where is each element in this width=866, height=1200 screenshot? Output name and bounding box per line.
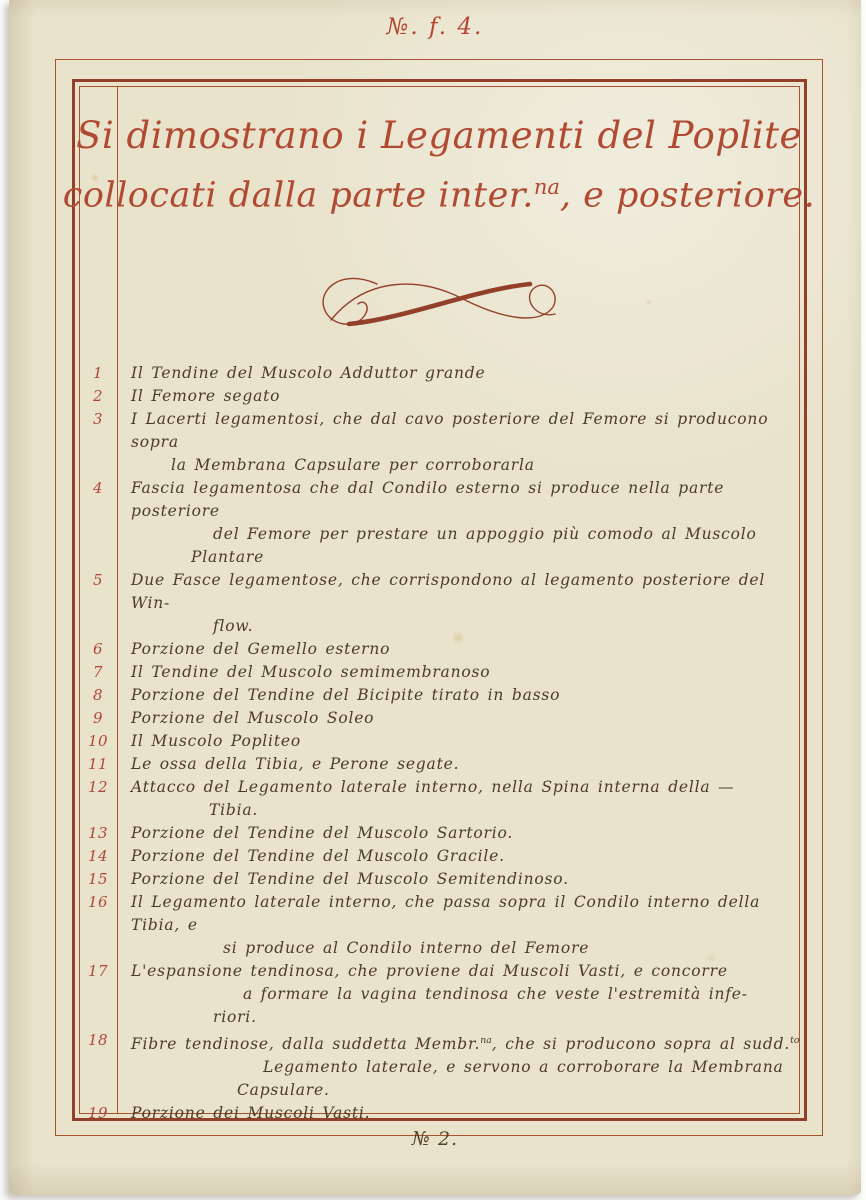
list-item (79, 707, 801, 730)
item-text: Fibre tendinose, dalla suddetta Membr.$^{na}$, che si producono sopra al sudd.$^{to}$ Legamento laterale, e servono a corroborare la Membrana Capsulare. (117, 1029, 801, 1102)
item-number: 14 (87, 847, 109, 865)
list-item (79, 408, 801, 477)
item-number: 5 (92, 571, 104, 589)
list-item (79, 684, 801, 707)
list-item (79, 362, 801, 385)
item-number: 6 (92, 640, 104, 658)
item-text: Porzione del Tendine del Bicipite tirato in basso (131, 686, 561, 704)
item-number: 7 (92, 663, 104, 681)
legend-list (79, 362, 801, 1125)
item-number: 16 (87, 893, 109, 911)
item-number: 13 (87, 824, 109, 842)
list-item (79, 569, 801, 638)
flourish-icon (55, 270, 823, 342)
list-item (79, 477, 801, 569)
page-title (55, 114, 823, 216)
item-text: Porzione del Tendine del Muscolo Sartorio. (131, 824, 514, 842)
list-item (79, 891, 801, 960)
item-number: 4 (92, 479, 104, 497)
page-title-line1: Si dimostrano i Legamenti del Poplite (76, 114, 802, 157)
item-number: 12 (87, 778, 109, 796)
item-text: Porzione del Muscolo Soleo (131, 709, 375, 727)
list-item (79, 661, 801, 684)
list-item (79, 822, 801, 845)
item-text-line-with-superscripts: Fibre tendinose, dalla suddetta Membr.$^{na}$, che si producono sopra al sudd.$^{to}$ (131, 1035, 800, 1054)
item-number: 8 (92, 686, 104, 704)
list-item (79, 1029, 801, 1102)
item-number: 17 (87, 962, 109, 980)
item-text: Il Tendine del Muscolo Adduttor grande (131, 364, 486, 382)
item-number: 15 (87, 870, 109, 888)
list-item (79, 960, 801, 1029)
manuscript-page (9, 0, 861, 1195)
item-text: Il Legamento laterale interno, che passa sopra il Condilo interno della Tibia, e si produce al Condilo interno del Femore (131, 893, 761, 957)
list-item (79, 753, 801, 776)
list-item (79, 1102, 801, 1125)
item-text: Le ossa della Tibia, e Perone segate. (131, 755, 460, 773)
item-text: I Lacerti legamentosi, che dal cavo posteriore del Femore si producono sopra la Membrana Capsulare per corroborarla (131, 410, 769, 474)
item-number: 18 (87, 1031, 109, 1049)
item-text: Porzione del Tendine del Muscolo Semitendinoso. (131, 870, 569, 888)
item-text: Attacco del Legamento laterale interno, nella Spina interna della — Tibia. (131, 778, 735, 819)
list-item (79, 638, 801, 661)
item-text: Il Tendine del Muscolo semimembranoso (131, 663, 491, 681)
item-text: Porzione del Tendine del Muscolo Gracile. (131, 847, 505, 865)
item-text: Fascia legamentosa che dal Condilo esterno si produce nella parte posteriore del Femore per prestare un appoggio più comodo al Muscolo Plantare (131, 479, 757, 566)
item-text: Il Muscolo Popliteo (131, 732, 301, 750)
item-text: Due Fasce legamentose, che corrispondono al legamento posteriore del Win- flow. (131, 571, 766, 635)
item-text: Il Femore segato (131, 387, 281, 405)
list-item (79, 868, 801, 891)
list-item (79, 845, 801, 868)
item-number: 3 (92, 410, 104, 428)
list-item (79, 385, 801, 408)
list-item (79, 730, 801, 753)
item-number: 9 (92, 709, 104, 727)
page-title-line2: collocati dalla parte inter.$^{na}$, e posteriore. (62, 175, 816, 216)
folio-number-bottom: № 2. (411, 1128, 459, 1150)
item-number: 19 (87, 1104, 109, 1123)
item-text: Porzione dei Muscoli Vasti. (131, 1104, 371, 1123)
item-text: Porzione del Gemello esterno (131, 640, 391, 658)
list-item (79, 776, 801, 822)
item-number: 2 (92, 387, 104, 405)
item-number: 10 (87, 732, 109, 750)
item-number: 11 (87, 755, 109, 773)
item-number: 1 (92, 364, 104, 382)
folio-number-top: №. f. 4. (386, 14, 484, 40)
item-text: L'espansione tendinosa, che proviene dai Muscoli Vasti, e concorre a formare la vagina tendinosa che veste l'estremità infe- riori. (131, 962, 748, 1026)
